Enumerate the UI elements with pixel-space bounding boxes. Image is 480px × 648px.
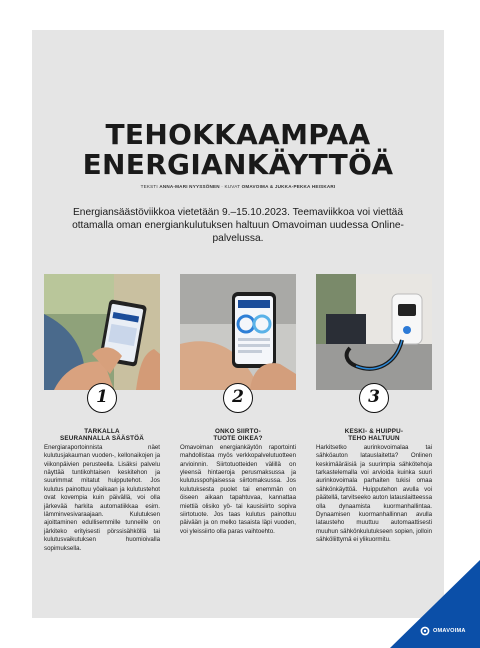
column-1-heading-line-2: SEURANNALLA SÄÄSTÖÄ — [59, 435, 145, 443]
column-1-body: Energiaraportoinnista näet kulutusjakauman vuoden-, kellonaikojen ja viikonpäivien perusteella. Lisäksi palvelu näyttää tuntikohtaisen keskitehon ja suurimmat mitatut huipputehot. Jos kulutus painottuu yöaikaan ja kulutustehot ovat kovempia kuin päivällä, voi olla järkevää harkita automatiikkaa esim. lämminvesivaraajaan. Kulutuksen ajoittaminen edullisemmille tunneille on järkiteko erityisesti pörssisähköllä tai kulutusvaikutuksen huomioivalla sopimuksella. — [44, 443, 160, 552]
byline: TEKSTI ANNA-MARI NYYSSÖNEN · KUVAT OMAVOIMA & JUKKA-PEKKA HEISKARI — [140, 184, 336, 189]
number-badge-1: 1 — [87, 383, 117, 413]
brand-name: OMAVOIMA — [433, 628, 466, 634]
title-line-1: TEHOKKAAMPAA — [105, 118, 371, 151]
column-1 — [44, 428, 160, 553]
column-3-heading-line-2: TEHO HALTUUN — [348, 435, 400, 443]
number-badge-3: 3 — [359, 383, 389, 413]
column-3-body: Harkitsetko aurinkovoimalaa tai sähköauton latauslaitetta? Onlinen keskimääräisiä ja suurimpia sähkötehoja tarkastelemalla voi arvioida kuinka suuri aurinkovoimala parhaiten tukisi omaa sähkönkäyttöä. Huipputehon avulla voi päätellä, tarvitseeko auton latauslaitteessa olla dynaamista kuormanhallintaa. Dynaamisen kuormanhallinnan avulla latausteho muuttuu automaattisesti muuhun sähkönkulutukseen sopien, jolloin sähköliittymä ei ylikuormitu. — [316, 443, 432, 544]
photographer-names: OMAVOIMA & JUKKA-PEKKA HEISKARI — [241, 184, 336, 189]
column-2-body: Omavoiman energiankäytön raportointi mahdollistaa myös verkkopalvelutuotteen arvioinnin. Siirtotuotteiden välillä on yleensä hintaeroja perusmaksussa ja kulutusspohjaisessa siirtomaksussa. Jos kulutuksesta puolet tai enemmän on öiseen aikaan tapahtuvaa, kannattaa miettiä olisiko yö- tai kausisiirto sopiva siirtotuote. Jos taas kulutus painottuu päivään ja on melko tasaista läpi vuoden, voi yleissiirto olla paras vaihtoehto. — [180, 443, 296, 535]
column-1-heading — [44, 428, 160, 443]
column-2-heading-line-2: TUOTE OIKEA? — [213, 435, 263, 443]
article-page — [32, 30, 444, 618]
column-3-heading — [316, 428, 432, 443]
photo-phone-app — [180, 274, 296, 390]
column-1-heading-line-1: TARKALLA — [84, 428, 120, 435]
author-name: ANNA-MARI NYYSSÖNEN — [159, 184, 220, 189]
page-title — [32, 120, 444, 180]
column-2-heading-line-1: ONKO SIIRTO- — [214, 428, 261, 435]
photo-phone-outdoors — [44, 274, 160, 390]
brand-logo — [420, 625, 466, 637]
lead-paragraph: Energiansäästöviikkoa vietetään 9.–15.10.2023. Teemaviikkoa voi viettää ottamalla oman energiankulutuksen haltuun Omavoiman uudessa Online-palvelussa. — [72, 207, 404, 245]
photo-credit-label: KUVAT — [224, 184, 241, 189]
column-3 — [316, 428, 432, 545]
omavoima-logo-icon — [420, 626, 430, 636]
column-2 — [180, 428, 296, 536]
text-credit-label: TEKSTI — [140, 184, 158, 189]
title-line-2: ENERGIANKÄYTTÖÄ — [82, 148, 394, 181]
column-2-heading — [180, 428, 296, 443]
column-3-heading-line-1: KESKI- & HUIPPU- — [344, 428, 404, 435]
photo-ev-charger — [316, 274, 432, 390]
number-badge-2: 2 — [223, 383, 253, 413]
